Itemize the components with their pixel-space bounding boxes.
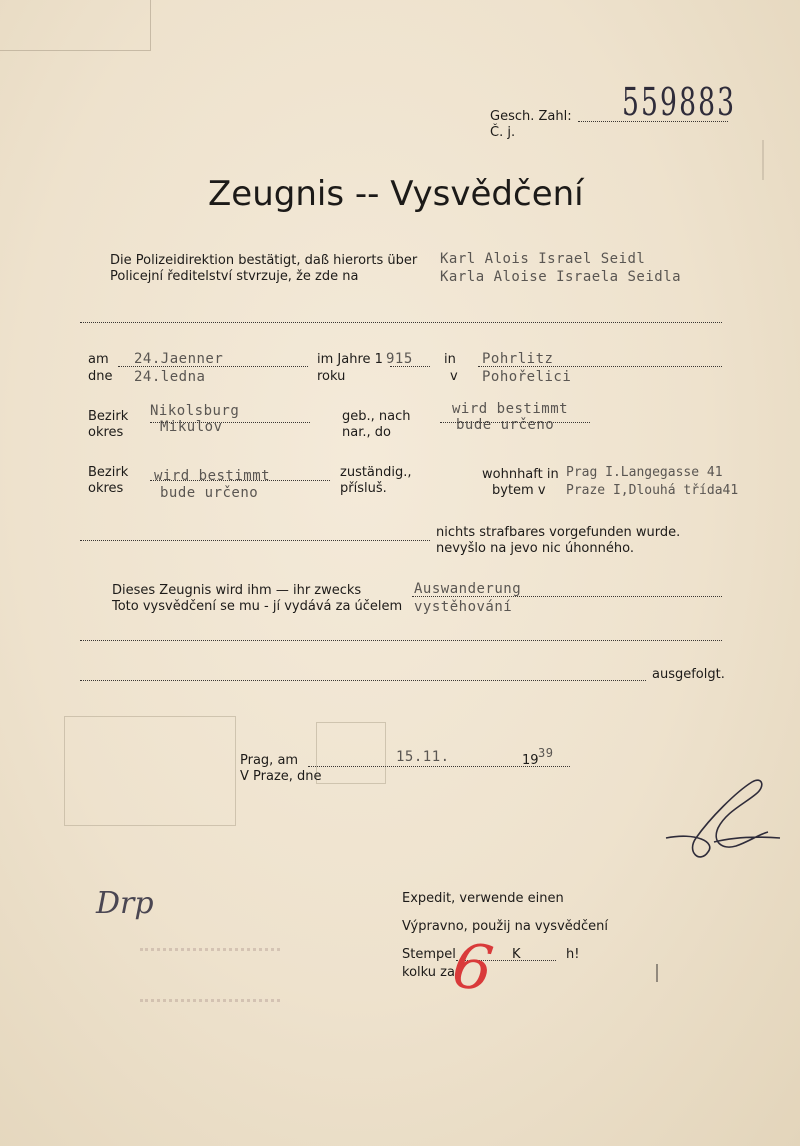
issue-year-suffix: 39: [538, 746, 554, 760]
faint-stamp: [64, 716, 236, 826]
purpose-value-de: Auswanderung: [414, 581, 522, 597]
am-label-cs: dne: [88, 369, 113, 384]
birth-place-cs: Pohořelici: [482, 369, 572, 385]
district-value-de: Nikolsburg: [150, 403, 240, 419]
nach-line: [440, 422, 590, 423]
stamp-amount: 6: [448, 928, 498, 1006]
purpose-line: [412, 596, 722, 597]
residence-line-left: [80, 540, 430, 541]
district-value-cs: Mikulov: [160, 419, 223, 435]
intro-label-cs: Policejní ředitelství stvrzuje, že zde na: [110, 269, 359, 284]
address-de: Prag I.Langegasse 41: [566, 465, 723, 480]
year-label-de: im Jahre 1: [317, 352, 383, 367]
issue-date: 15.11.: [396, 749, 450, 765]
initials: Drp: [96, 886, 154, 921]
purpose-line-2: [80, 640, 722, 641]
expedit-line1: Expedit, verwende einen: [402, 891, 564, 906]
wohn-label-cs: bytem v: [492, 483, 546, 498]
name-de: Karl Alois Israel Seidl: [440, 251, 646, 267]
wohn-label-de: wohnhaft in: [482, 467, 559, 482]
stempel-label: Stempel: [402, 947, 456, 962]
purpose-line-3: [80, 680, 646, 681]
zust-label-de: zuständig.,: [340, 465, 412, 480]
expedit-line2: Výpravno, použij na vysvědčení: [402, 919, 609, 934]
district-label-de: Bezirk: [88, 409, 129, 424]
purpose-label-de: Dieses Zeugnis wird ihm — ihr zwecks: [112, 583, 362, 598]
purpose-label-cs: Toto vysvědčení se mu - jí vydává za účelem: [112, 599, 403, 614]
nach-value-cs: bude určeno: [456, 417, 555, 433]
name-cs: Karla Aloise Israela Seidla: [440, 269, 682, 285]
in-label-de: in: [444, 352, 456, 367]
ref-number: 559883: [622, 80, 737, 124]
faint-stamp-right: [316, 722, 386, 784]
nach-label-cs: nar., do: [342, 425, 391, 440]
small-mark: [656, 964, 658, 982]
nach-label-de: geb., nach: [342, 409, 411, 424]
zust-label-cs: přísluš.: [340, 481, 387, 496]
in-label-cs: v: [450, 369, 458, 384]
birth-date-cs: 24.ledna: [134, 369, 206, 385]
result-de: nichts strafbares vorgefunden wurde.: [436, 525, 681, 540]
faint-marks: [140, 948, 280, 1002]
result-cs: nevyšlo na jevo nic úhonného.: [436, 541, 634, 556]
district-line: [150, 422, 310, 423]
h-label: h!: [566, 947, 580, 962]
nach-value-de: wird bestimmt: [452, 401, 569, 417]
issue-year-prefix: 19: [522, 753, 539, 768]
birth-date-de: 24.Jaenner: [134, 351, 224, 367]
intro-label-de: Die Polizeidirektion bestätigt, daß hierorts über: [110, 253, 418, 268]
ref-label-de: Gesch. Zahl:: [490, 109, 572, 124]
year-label-cs: roku: [317, 369, 346, 384]
signature: [656, 772, 786, 872]
intro-dotted-line: [80, 322, 722, 323]
residence-value-de: wird bestimmt: [154, 468, 271, 484]
residence-label-de: Bezirk: [88, 465, 129, 480]
ref-label-cs: Č. j.: [490, 125, 516, 140]
place-date-label-cs: V Praze, dne: [240, 769, 322, 784]
district-label-cs: okres: [88, 425, 124, 440]
purpose-value-cs: vystěhování: [414, 599, 513, 615]
k-label: K: [512, 947, 521, 962]
kolku-label: kolku za: [402, 965, 455, 980]
am-label-de: am: [88, 352, 109, 367]
place-date-label-de: Prag, am: [240, 753, 299, 768]
residence-line: [150, 480, 330, 481]
page-title: Zeugnis -- Vysvědčení: [208, 174, 584, 214]
ausgefolgt-label: ausgefolgt.: [652, 667, 725, 682]
bleed-mark: [762, 140, 794, 180]
residence-label-cs: okres: [88, 481, 124, 496]
birth-year: 915: [386, 351, 413, 367]
address-cs: Praze I,Dlouhá třída41: [566, 483, 739, 498]
corner-frame: [0, 0, 151, 51]
birth-place-de: Pohrlitz: [482, 351, 554, 367]
residence-value-cs: bude určeno: [160, 485, 259, 501]
